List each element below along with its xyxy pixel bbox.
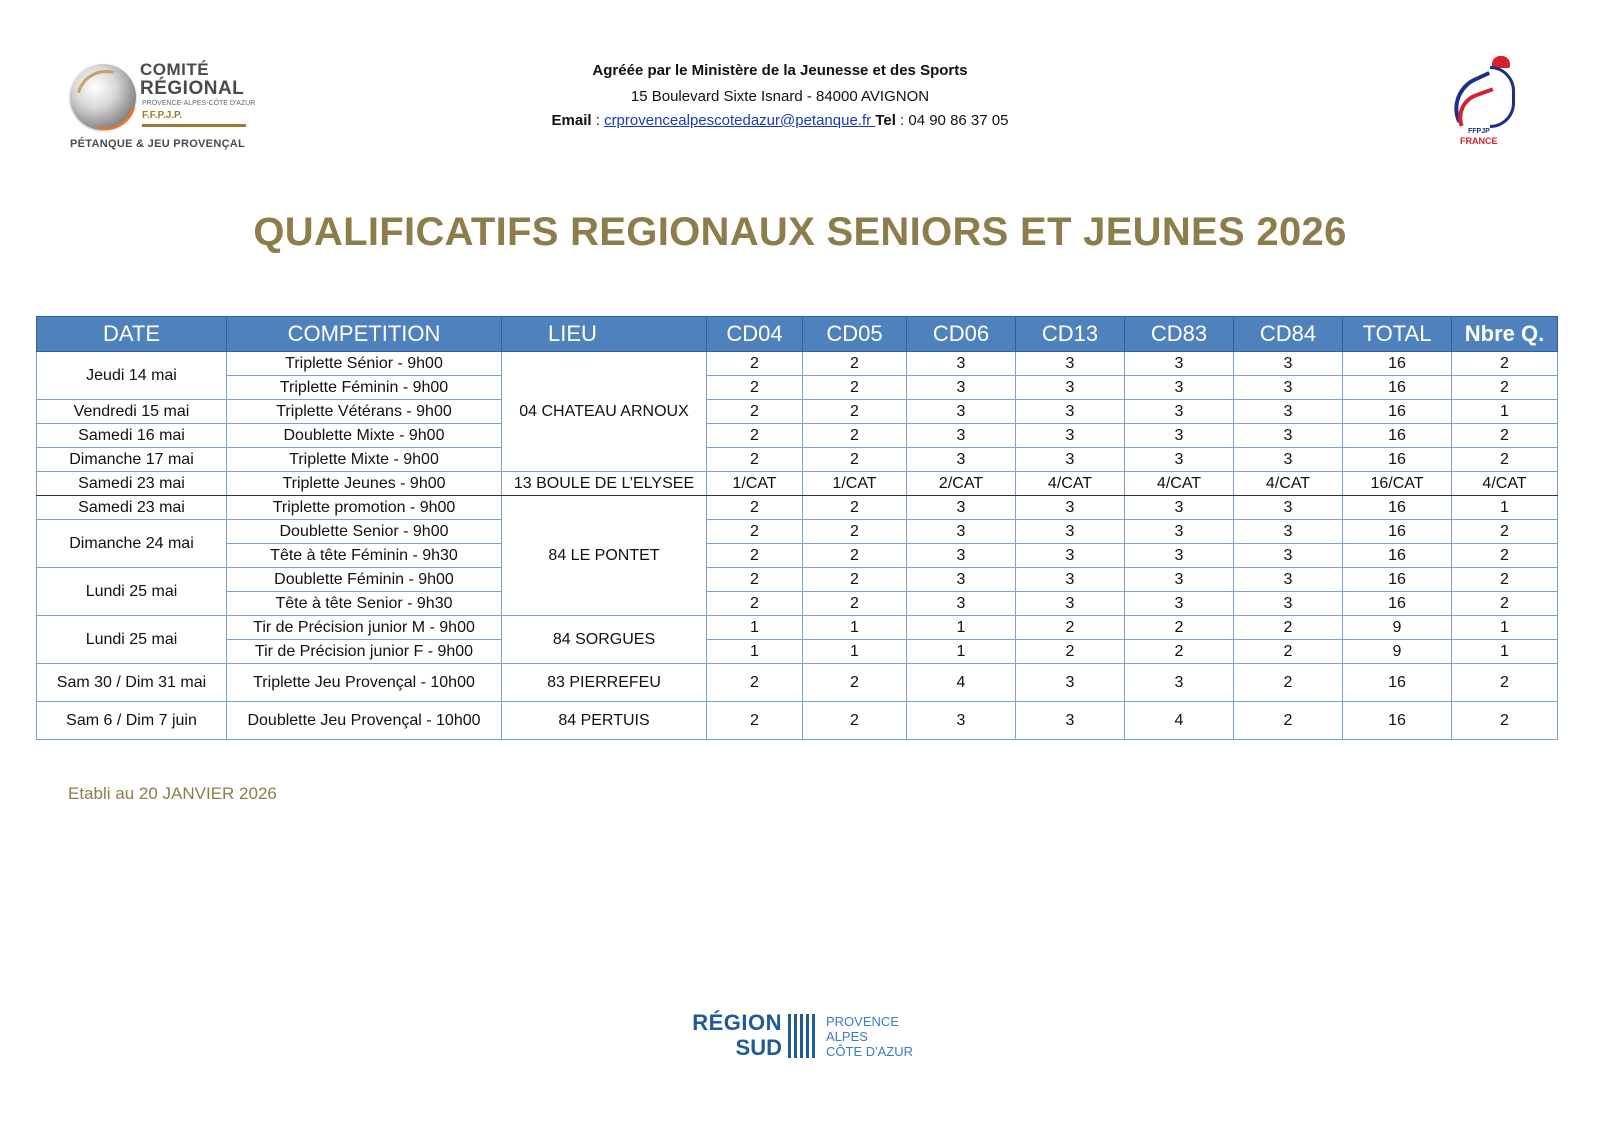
logo-line-4: F.F.P.J.P. <box>142 110 183 121</box>
table-row <box>37 544 1558 568</box>
cell-cd83: 3 <box>1125 664 1234 702</box>
cell-cd83: 3 <box>1125 568 1234 592</box>
cell-cd06: 3 <box>907 376 1016 400</box>
cell-cd04: 2 <box>707 544 803 568</box>
cell-cd84: 3 <box>1234 592 1343 616</box>
cell-cd06: 1 <box>907 640 1016 664</box>
cell-cd06: 3 <box>907 496 1016 520</box>
cell-cd04: 2 <box>707 664 803 702</box>
cell-cd83: 3 <box>1125 352 1234 376</box>
cell-date: Vendredi 15 mai <box>37 400 227 424</box>
logo-line-1: COMITÉ <box>140 60 210 79</box>
cell-cd05: 2 <box>803 664 907 702</box>
cell-cd04: 2 <box>707 520 803 544</box>
table-row <box>37 496 1558 520</box>
cell-date: Lundi 25 mai <box>37 616 227 664</box>
france-label: FRANCE <box>1460 136 1498 146</box>
cell-competition: Triplette Vétérans - 9h00 <box>227 400 502 424</box>
cell-cd83: 3 <box>1125 448 1234 472</box>
cell-nbre-q: 2 <box>1452 520 1558 544</box>
col-header-cd13: CD13 <box>1016 317 1125 352</box>
cell-cd06: 2/CAT <box>907 472 1016 496</box>
cell-date: Sam 6 / Dim 7 juin <box>37 702 227 740</box>
cell-cd04: 2 <box>707 568 803 592</box>
cell-nbre-q: 2 <box>1452 424 1558 448</box>
cell-competition: Tête à tête Féminin - 9h30 <box>227 544 502 568</box>
cell-cd06: 3 <box>907 400 1016 424</box>
cell-total: 16 <box>1343 400 1452 424</box>
cell-cd04: 2 <box>707 424 803 448</box>
cell-cd05: 2 <box>803 400 907 424</box>
cell-competition: Doublette Jeu Provençal - 10h00 <box>227 702 502 740</box>
cell-cd13: 3 <box>1016 568 1125 592</box>
cell-date: Samedi 23 mai <box>37 472 227 496</box>
col-header-total: TOTAL <box>1343 317 1452 352</box>
cell-cd06: 3 <box>907 568 1016 592</box>
table-row <box>37 352 1558 376</box>
cell-total: 16 <box>1343 376 1452 400</box>
region-logo-line-1: RÉGION <box>692 1010 782 1035</box>
table-row <box>37 616 1558 640</box>
region-logo-right-3: CÔTE D'AZUR <box>826 1044 913 1059</box>
cell-cd06: 3 <box>907 448 1016 472</box>
tel-label: Tel <box>875 112 896 129</box>
logo-divider <box>142 124 246 127</box>
cell-cd05: 2 <box>803 520 907 544</box>
cell-cd13: 3 <box>1016 496 1125 520</box>
cell-cd83: 3 <box>1125 424 1234 448</box>
cell-cd04: 2 <box>707 352 803 376</box>
ffpjp-rooster-logo <box>1440 50 1530 150</box>
cell-nbre-q: 4/CAT <box>1452 472 1558 496</box>
table-row <box>37 568 1558 592</box>
cell-total: 16 <box>1343 496 1452 520</box>
col-header-date: DATE <box>37 317 227 352</box>
cell-cd13: 2 <box>1016 616 1125 640</box>
cell-total: 16 <box>1343 592 1452 616</box>
cell-cd83: 2 <box>1125 616 1234 640</box>
cell-cd06: 3 <box>907 702 1016 740</box>
cell-nbre-q: 2 <box>1452 352 1558 376</box>
email-label: Email <box>551 112 592 129</box>
cell-nbre-q: 2 <box>1452 376 1558 400</box>
region-logo-line-2: SUD <box>735 1035 782 1060</box>
cell-cd84: 2 <box>1234 702 1343 740</box>
cell-cd83: 4 <box>1125 702 1234 740</box>
cell-nbre-q: 2 <box>1452 702 1558 740</box>
cell-cd84: 3 <box>1234 352 1343 376</box>
cell-nbre-q: 2 <box>1452 544 1558 568</box>
cell-cd13: 2 <box>1016 640 1125 664</box>
cell-competition: Tir de Précision junior M - 9h00 <box>227 616 502 640</box>
cell-cd84: 3 <box>1234 400 1343 424</box>
cell-cd84: 2 <box>1234 640 1343 664</box>
region-sud-logo <box>684 1010 924 1070</box>
rooster-neck-icon <box>1490 66 1515 128</box>
cell-cd13: 3 <box>1016 376 1125 400</box>
cell-cd05: 1 <box>803 640 907 664</box>
cell-cd13: 3 <box>1016 664 1125 702</box>
comite-regional-logo <box>70 60 260 155</box>
logo-line-2: RÉGIONAL <box>140 78 245 99</box>
cell-cd04: 1 <box>707 616 803 640</box>
cell-cd05: 2 <box>803 592 907 616</box>
ffpjp-label: FFPJP <box>1468 128 1490 135</box>
cell-cd13: 3 <box>1016 448 1125 472</box>
table-row <box>37 376 1558 400</box>
cell-date: Sam 30 / Dim 31 mai <box>37 664 227 702</box>
region-emblem-icon <box>786 1014 826 1060</box>
cell-total: 16 <box>1343 520 1452 544</box>
tel-value: : 04 90 86 37 05 <box>900 112 1009 129</box>
cell-cd13: 3 <box>1016 520 1125 544</box>
cell-cd83: 3 <box>1125 496 1234 520</box>
cell-cd06: 3 <box>907 544 1016 568</box>
cell-cd06: 3 <box>907 592 1016 616</box>
cell-total: 16 <box>1343 448 1452 472</box>
cell-cd13: 3 <box>1016 424 1125 448</box>
cell-total: 9 <box>1343 640 1452 664</box>
cell-cd84: 3 <box>1234 424 1343 448</box>
cell-cd83: 3 <box>1125 376 1234 400</box>
cell-cd84: 2 <box>1234 664 1343 702</box>
cell-competition: Triplette Féminin - 9h00 <box>227 376 502 400</box>
cell-nbre-q: 2 <box>1452 664 1558 702</box>
cell-nbre-q: 1 <box>1452 496 1558 520</box>
cell-cd83: 3 <box>1125 592 1234 616</box>
cell-total: 16 <box>1343 424 1452 448</box>
cell-competition: Doublette Mixte - 9h00 <box>227 424 502 448</box>
cell-cd04: 2 <box>707 592 803 616</box>
cell-cd13: 3 <box>1016 352 1125 376</box>
logo-line-5: PÉTANQUE & JEU PROVENÇAL <box>70 138 246 150</box>
cell-cd05: 2 <box>803 544 907 568</box>
cell-cd06: 3 <box>907 520 1016 544</box>
col-header-cd04: CD04 <box>707 317 803 352</box>
table-header-row <box>37 317 1558 352</box>
cell-date: Dimanche 17 mai <box>37 448 227 472</box>
cell-date: Jeudi 14 mai <box>37 352 227 400</box>
cell-total: 16/CAT <box>1343 472 1452 496</box>
table-row <box>37 592 1558 616</box>
cell-date: Lundi 25 mai <box>37 568 227 616</box>
cell-cd04: 2 <box>707 448 803 472</box>
cell-cd06: 3 <box>907 352 1016 376</box>
region-logo-right-1: PROVENCE <box>826 1014 899 1029</box>
cell-lieu: 04 CHATEAU ARNOUX <box>502 352 707 472</box>
established-date-note: Etabli au 20 JANVIER 2026 <box>68 784 277 803</box>
cell-competition: Triplette Mixte - 9h00 <box>227 448 502 472</box>
cell-cd05: 2 <box>803 496 907 520</box>
address-text: 15 Boulevard Sixte Isnard - 84000 AVIGNON <box>630 88 930 105</box>
cell-total: 16 <box>1343 702 1452 740</box>
cell-date: Samedi 23 mai <box>37 496 227 520</box>
cell-cd84: 4/CAT <box>1234 472 1343 496</box>
table-row <box>37 448 1558 472</box>
cell-date: Dimanche 24 mai <box>37 520 227 568</box>
cell-cd13: 3 <box>1016 400 1125 424</box>
cell-cd84: 3 <box>1234 448 1343 472</box>
cell-cd83: 3 <box>1125 520 1234 544</box>
cell-cd83: 2 <box>1125 640 1234 664</box>
cell-competition: Triplette promotion - 9h00 <box>227 496 502 520</box>
col-header-cd06: CD06 <box>907 317 1016 352</box>
cell-lieu: 84 SORGUES <box>502 616 707 664</box>
cell-competition: Tête à tête Senior - 9h30 <box>227 592 502 616</box>
cell-cd84: 3 <box>1234 544 1343 568</box>
cell-nbre-q: 1 <box>1452 640 1558 664</box>
cell-nbre-q: 1 <box>1452 616 1558 640</box>
table-row <box>37 472 1558 496</box>
cell-cd05: 2 <box>803 376 907 400</box>
cell-cd13: 4/CAT <box>1016 472 1125 496</box>
table-row <box>37 520 1558 544</box>
cell-cd04: 2 <box>707 702 803 740</box>
cell-total: 16 <box>1343 352 1452 376</box>
col-header-cd84: CD84 <box>1234 317 1343 352</box>
cell-competition: Doublette Féminin - 9h00 <box>227 568 502 592</box>
cell-total: 9 <box>1343 616 1452 640</box>
cell-cd83: 3 <box>1125 544 1234 568</box>
col-header-nbre-q: Nbre Q. <box>1452 317 1558 352</box>
cell-cd06: 4 <box>907 664 1016 702</box>
cell-cd84: 3 <box>1234 568 1343 592</box>
qualification-table <box>36 316 1558 740</box>
cell-cd13: 3 <box>1016 592 1125 616</box>
cell-cd05: 2 <box>803 568 907 592</box>
cell-lieu: 84 LE PONTET <box>502 496 707 616</box>
cell-cd13: 3 <box>1016 544 1125 568</box>
cell-cd06: 3 <box>907 424 1016 448</box>
cell-nbre-q: 2 <box>1452 568 1558 592</box>
cell-competition: Triplette Jeunes - 9h00 <box>227 472 502 496</box>
cell-competition: Doublette Senior - 9h00 <box>227 520 502 544</box>
cell-cd04: 2 <box>707 400 803 424</box>
email-link[interactable]: crprovencealpescotedazur@petanque.fr <box>604 112 876 129</box>
cell-nbre-q: 1 <box>1452 400 1558 424</box>
cell-competition: Triplette Sénior - 9h00 <box>227 352 502 376</box>
cell-date: Samedi 16 mai <box>37 424 227 448</box>
cell-cd05: 2 <box>803 352 907 376</box>
col-header-lieu: LIEU <box>502 317 707 352</box>
col-header-cd05: CD05 <box>803 317 907 352</box>
cell-total: 16 <box>1343 568 1452 592</box>
contact-line: Email : crprovencealpescotedazur@petanque.fr Tel : 04 90 86 37 05 <box>551 112 1009 129</box>
cell-cd84: 3 <box>1234 376 1343 400</box>
cell-cd04: 1/CAT <box>707 472 803 496</box>
table-row <box>37 640 1558 664</box>
col-header-cd83: CD83 <box>1125 317 1234 352</box>
cell-cd13: 3 <box>1016 702 1125 740</box>
cell-lieu: 84 PERTUIS <box>502 702 707 740</box>
cell-cd06: 1 <box>907 616 1016 640</box>
cell-cd04: 2 <box>707 376 803 400</box>
page-title: QUALIFICATIFS REGIONAUX SENIORS ET JEUNES 2026 <box>253 210 1347 254</box>
cell-cd05: 2 <box>803 448 907 472</box>
cell-cd04: 1 <box>707 640 803 664</box>
cell-cd84: 2 <box>1234 616 1343 640</box>
table-row <box>37 400 1558 424</box>
agreement-text: Agréée par le Ministère de la Jeunesse et des Sports <box>592 62 968 79</box>
cell-cd83: 4/CAT <box>1125 472 1234 496</box>
cell-cd05: 2 <box>803 424 907 448</box>
region-logo-right-2: ALPES <box>826 1029 868 1044</box>
cell-nbre-q: 2 <box>1452 448 1558 472</box>
cell-total: 16 <box>1343 544 1452 568</box>
table-row <box>37 664 1558 702</box>
table-row <box>37 424 1558 448</box>
cell-competition: Tir de Précision junior F - 9h00 <box>227 640 502 664</box>
cell-cd05: 1 <box>803 616 907 640</box>
col-header-competition: COMPETITION <box>227 317 502 352</box>
cell-nbre-q: 2 <box>1452 592 1558 616</box>
cell-total: 16 <box>1343 664 1452 702</box>
cell-cd04: 2 <box>707 496 803 520</box>
cell-cd84: 3 <box>1234 520 1343 544</box>
cell-cd84: 3 <box>1234 496 1343 520</box>
table-row <box>37 702 1558 740</box>
cell-cd05: 1/CAT <box>803 472 907 496</box>
cell-lieu: 13 BOULE DE L’ELYSEE <box>502 472 707 496</box>
logo-line-3: PROVENCE-ALPES-CÔTE D'AZUR <box>142 100 256 107</box>
cell-cd83: 3 <box>1125 400 1234 424</box>
petanque-ball-icon <box>70 64 136 130</box>
cell-cd05: 2 <box>803 702 907 740</box>
cell-lieu: 83 PIERREFEU <box>502 664 707 702</box>
header-contact <box>430 62 1130 129</box>
cell-competition: Triplette Jeu Provençal - 10h00 <box>227 664 502 702</box>
